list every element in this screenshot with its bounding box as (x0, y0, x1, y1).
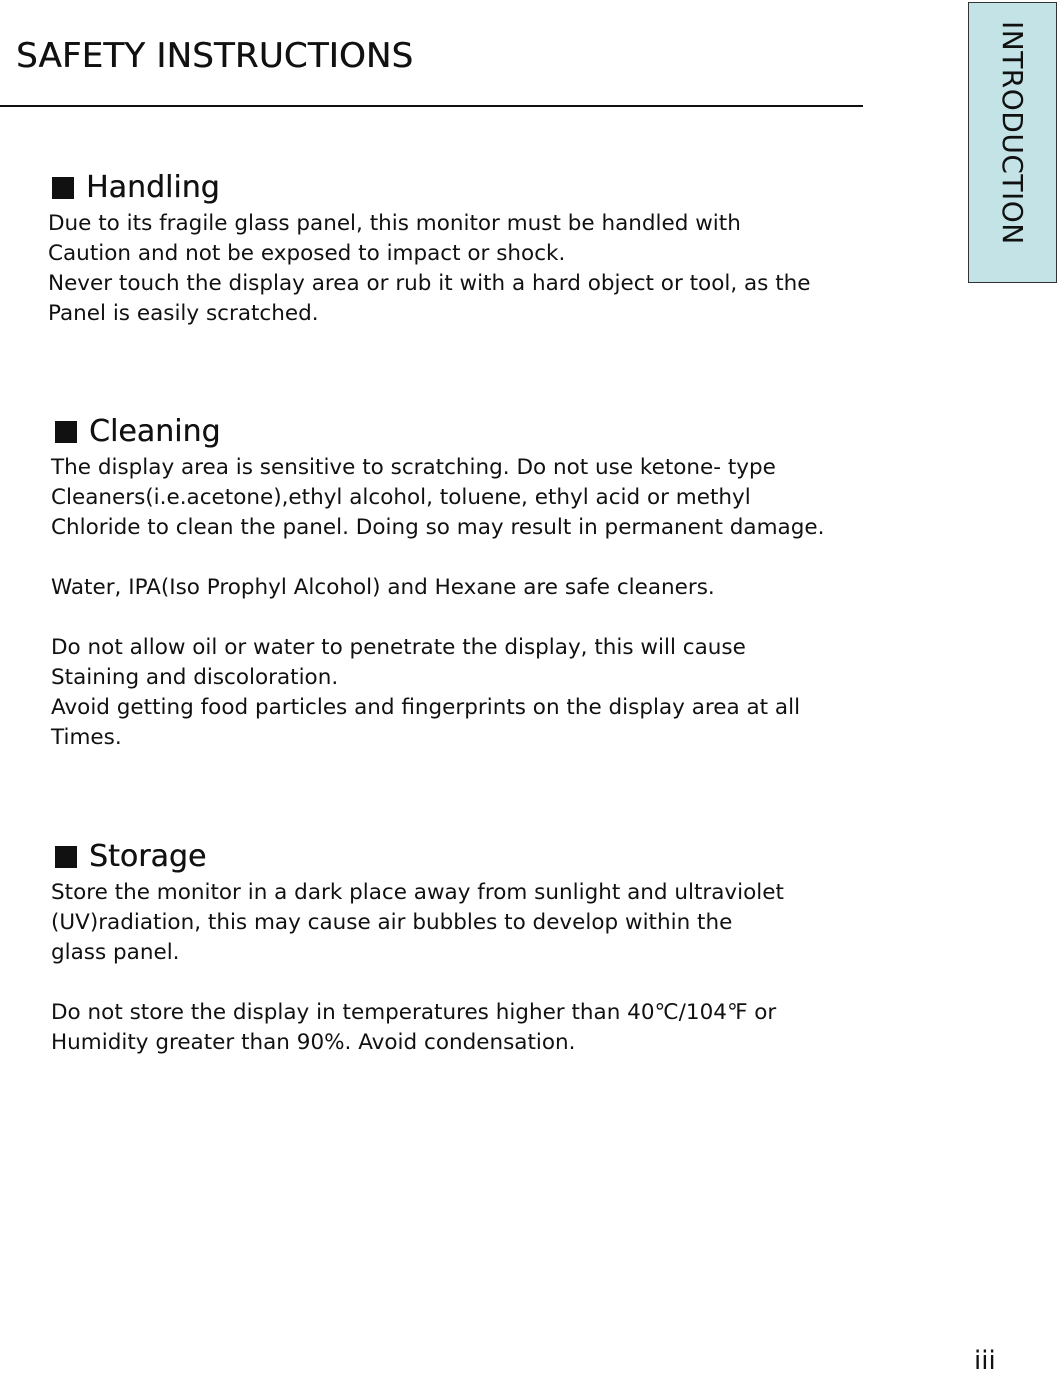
section-cleaning (51, 414, 911, 753)
square-bullet-icon (55, 846, 77, 868)
handling-paragraph-2: Never touch the display area or rub it with a hard object or tool, as the Panel is easily scratched. (48, 271, 811, 326)
section-heading-cleaning (51, 414, 911, 449)
square-bullet-icon (55, 421, 77, 443)
section-heading-storage (51, 839, 911, 874)
handling-paragraph-1: Due to its fragile glass panel, this monitor must be handled with Caution and not be exposed to impact or shock. (48, 211, 741, 266)
section-heading-text: Handling (86, 170, 220, 205)
title-divider (0, 105, 863, 107)
storage-paragraph-1: Store the monitor in a dark place away from sunlight and ultraviolet (UV)radiation, this may cause air bubbles to develop within the glass panel. (51, 880, 784, 965)
storage-paragraph-2: Do not store the display in temperatures higher than 40℃/104℉ or Humidity greater than 90%. Avoid condensation. (51, 1000, 777, 1055)
cleaning-paragraph-3: Do not allow oil or water to penetrate the display, this will cause Staining and discoloration. (51, 635, 746, 690)
page-title: SAFETY INSTRUCTIONS (16, 36, 414, 76)
section-heading-text: Cleaning (89, 414, 221, 449)
square-bullet-icon (52, 177, 74, 199)
cleaning-paragraph-1: The display area is sensitive to scratching. Do not use ketone- type Cleaners(i.e.acetone),ethyl alcohol, toluene, ethyl acid or methyl Chloride to clean the panel. Doing so may result in permanent damage. (51, 455, 825, 540)
cleaning-paragraph-2: Water, IPA(Iso Prophyl Alcohol) and Hexane are safe cleaners. (51, 575, 715, 600)
introduction-tab (968, 2, 1057, 283)
page-number: iii (974, 1346, 996, 1376)
cleaning-paragraph-4: Avoid getting food particles and fingerprints on the display area at all Times. (51, 695, 801, 750)
section-storage (51, 839, 911, 1058)
section-handling (48, 170, 908, 329)
section-heading-text: Storage (89, 839, 207, 874)
introduction-tab-label: INTRODUCTION (996, 21, 1029, 245)
section-heading-handling (48, 170, 908, 205)
